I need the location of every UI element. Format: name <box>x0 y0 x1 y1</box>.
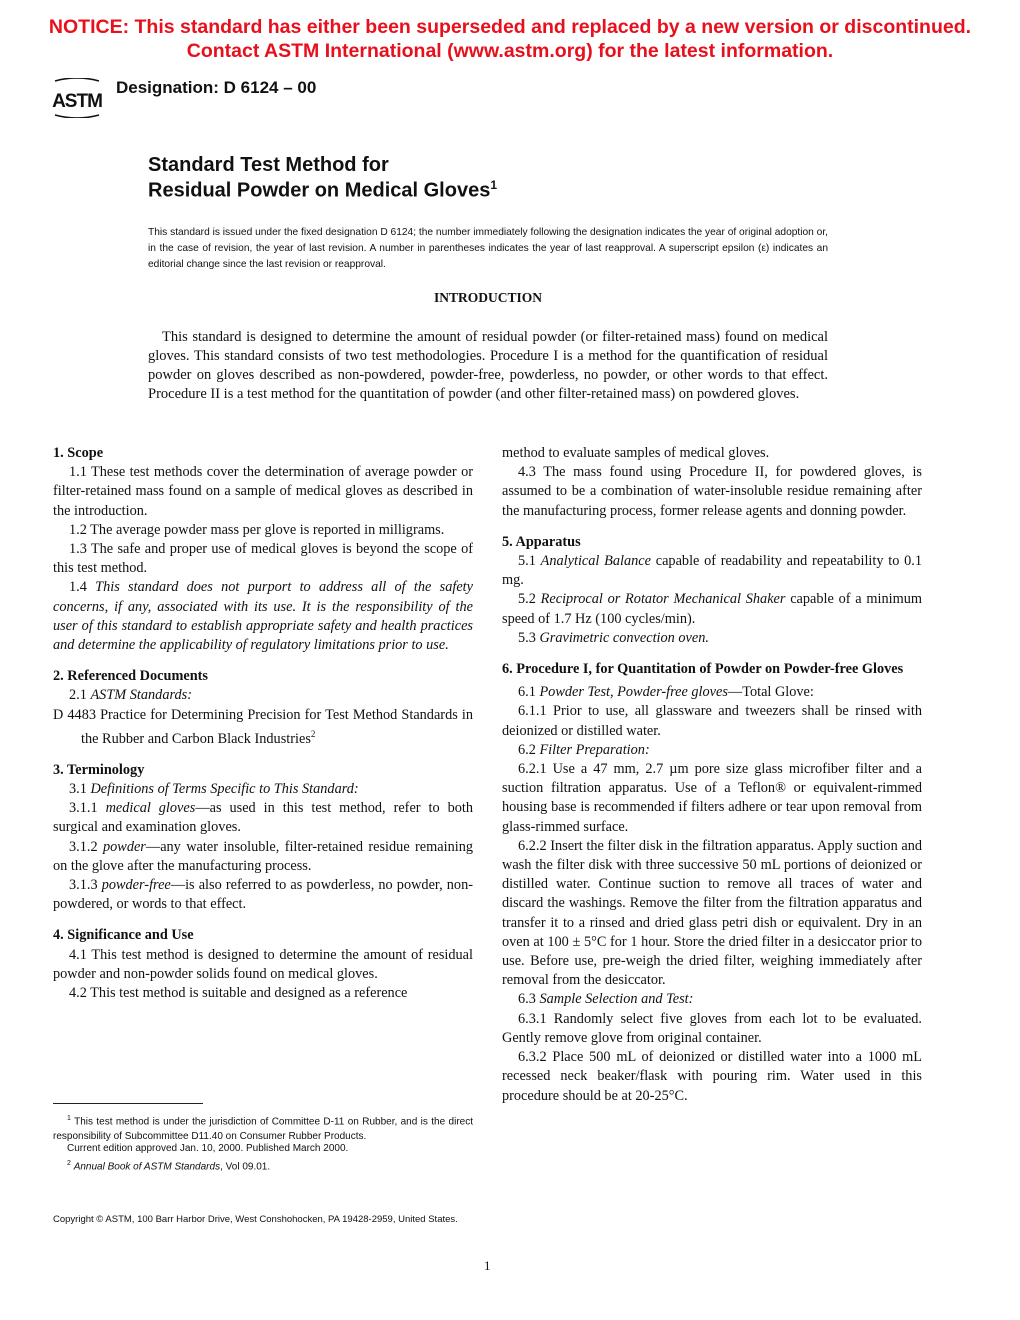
designation: Designation: D 6124 – 00 <box>116 78 317 97</box>
para-6-3-term: Sample Selection and Test: <box>539 991 694 1008</box>
logo-text: ASTM <box>52 91 102 112</box>
terminology-heading: 3. Terminology <box>53 761 145 778</box>
para-1-4-num: 1.4 <box>69 579 96 596</box>
para-3-1-3-num: 3.1.3 <box>69 877 102 894</box>
significance-heading: 4. Significance and Use <box>53 927 194 944</box>
para-3-1-3 <box>53 876 473 914</box>
para-6-1-num: 6.1 <box>518 684 540 701</box>
para-3-1-1-term: medical gloves <box>105 800 196 817</box>
para-5-2-term: Reciprocal or Rotator Mechanical Shaker <box>540 591 786 608</box>
para-6-3-2: 6.3.2 Place 500 mL of deionized or distilled water into a 1000 mL recessed neck beaker/flask with pouring rim. Water used in this procedure should be at 20-25°C. <box>502 1049 922 1104</box>
footnote-1 <box>53 1111 473 1144</box>
para-6-3-num: 6.3 <box>518 991 540 1008</box>
para-3-1-num: 3.1 <box>69 781 91 798</box>
para-5-3 <box>502 629 922 648</box>
para-6-1-1: 6.1.1 Prior to use, all glassware and tweezers shall be rinsed with deionized or distilled water. <box>502 703 922 739</box>
scope-heading: 1. Scope <box>53 445 104 461</box>
para-3-1-text: Definitions of Terms Specific to This Standard: <box>90 781 359 798</box>
para-6-1 <box>502 683 922 702</box>
title-footnote-mark: 1 <box>490 178 498 192</box>
procedure1-heading: 6. Procedure I, for Quantitation of Powder on Powder-free Gloves <box>502 661 904 678</box>
para-1-4-text: This standard does not purport to address all of the safety concerns, if any, associated with its use. It is the responsibility of the user of this standard to establish appropriate safety and health practices and determine the applicability of regulatory limitations prior to use. <box>53 579 473 654</box>
footnote-rule <box>53 1103 203 1104</box>
para-3-1-2 <box>53 838 473 876</box>
referenced-heading: 2. Referenced Documents <box>53 668 208 685</box>
issued-note: This standard is issued under the fixed designation D 6124; the number immediately following the designation indicates the year of original adoption or, in the case of revision, the year of last revision. A number in parentheses indicates the year of last reapproval. A superscript epsilon (ε) indicates an editorial change since the last revision or reapproval. <box>148 227 828 270</box>
para-5-2 <box>502 590 922 628</box>
title-line-2 <box>148 178 497 203</box>
para-5-3-num: 5.3 <box>518 629 540 646</box>
para-3-1-1-text: —as used in this test method, refer to both surgical and examination gloves. <box>53 800 474 836</box>
ref-d4483-fn: 2 <box>310 728 316 739</box>
para-1-2: 1.2 The average powder mass per glove is reported in milligrams. <box>69 521 445 538</box>
para-5-1 <box>502 552 922 590</box>
page-number: 1 <box>484 1258 491 1273</box>
para-4-1: 4.1 This test method is designed to determine the amount of residual powder and non-powder solids found on medical gloves. <box>53 946 473 982</box>
footnote-2-mark: 2 <box>67 1160 71 1167</box>
para-3-1-1-num: 3.1.1 <box>69 800 106 817</box>
para-5-1-text: capable of readability and repeatability to 0.1 mg. <box>502 553 922 589</box>
title-line-1: Standard Test Method for <box>148 154 389 176</box>
title-text: Residual Powder on Medical Gloves <box>148 179 491 202</box>
left-column <box>53 444 473 1003</box>
para-3-1-2-term: powder <box>102 838 146 855</box>
footnote-1-text: This test method is under the jurisdiction of Committee D-11 on Rubber, and is the direct responsibility of Subcommittee D11.40 on Consumer Rubber Products. <box>53 1116 473 1143</box>
footnote-2-vol: , Vol 09.01. <box>220 1161 271 1173</box>
introduction-heading: INTRODUCTION <box>433 290 542 305</box>
para-3-1-2-num: 3.1.2 <box>69 838 103 855</box>
para-6-2 <box>502 741 922 760</box>
para-5-1-term: Analytical Balance <box>540 553 651 570</box>
notice-line-1: NOTICE: This standard has either been superseded and replaced by a new version or discontinued. <box>48 16 972 38</box>
para-5-3-term: Gravimetric convection oven. <box>539 629 709 646</box>
para-6-1-term: Powder Test, Powder-free gloves <box>539 684 728 701</box>
para-6-2-2: 6.2.2 Insert the filter disk in the filtration apparatus. Apply suction and wash the filter disk with three successive 50 mL portions of deionized or distilled water. Continue suction to remove all traces of water and discard the washings. Remove the filter from the filtration apparatus and transfer it to a rinsed and dried glass petri dish or equivalent. Dry in an oven at 100 ± 5°C for 1 hour. Store the dried filter in a desiccator prior to use. Before use, pre-weigh the dried filter, weighing immediately after removal from the desiccator. <box>502 837 922 989</box>
notice-line-2: Contact ASTM International (www.astm.org) for the latest information. <box>186 40 834 62</box>
footnote-2 <box>53 1156 473 1174</box>
para-2-1 <box>53 686 473 705</box>
footnote-1-mark: 1 <box>67 1115 71 1122</box>
para-5-1-num: 5.1 <box>518 553 541 570</box>
right-column <box>502 444 922 1106</box>
para-3-1-3-term: powder-free <box>101 877 171 894</box>
apparatus-heading: 5. Apparatus <box>502 533 581 550</box>
para-3-1-1 <box>53 799 473 837</box>
para-3-1-3-text: —is also referred to as powderless, no powder, non-powdered, or words to that effect. <box>53 877 473 913</box>
footnote-2-text: Annual Book of ASTM Standards <box>73 1161 221 1173</box>
ref-d4483 <box>53 706 473 749</box>
para-6-2-term: Filter Preparation: <box>539 741 650 758</box>
para-5-2-text: capable of a minimum speed of 1.7 Hz (100 cycles/min). <box>502 591 922 627</box>
copyright: Copyright © ASTM, 100 Barr Harbor Drive, West Conshohocken, PA 19428-2959, United States. <box>53 1214 458 1225</box>
para-6-3 <box>502 990 922 1009</box>
para-1-3: 1.3 The safe and proper use of medical gloves is beyond the scope of this test method. <box>53 541 473 577</box>
para-1-4 <box>53 578 473 655</box>
introduction-body: This standard is designed to determine the amount of residual powder (or filter-retained mass) found on medical gloves. This standard consists of two test methodologies. Procedure I is a method for the quantification of residual powder on gloves described as non-powdered, powder-free, powderless, no powder, or other words to that effect. Procedure II is a test method for the quantitation of powder (and other filter-retained mass) on powdered gloves. <box>148 329 828 402</box>
para-2-1-text: ASTM Standards: <box>90 687 192 704</box>
astm-logo <box>52 78 102 118</box>
para-5-2-num: 5.2 <box>518 591 541 608</box>
para-1-1: 1.1 These test methods cover the determination of average powder or filter-retained mass found on a sample of medical gloves as described in the introduction. <box>53 464 473 519</box>
ref-d4483-text: D 4483 Practice for Determining Precision for Test Method Standards in the Rubber and Carbon Black Industries <box>53 706 473 747</box>
para-6-1-text: —Total Glove: <box>727 684 814 701</box>
para-4-2a: 4.2 This test method is suitable and designed as a reference <box>69 985 408 1002</box>
para-4-2b: method to evaluate samples of medical gloves. <box>502 445 770 461</box>
para-3-1 <box>53 780 473 799</box>
introduction-text <box>148 328 828 404</box>
para-6-3-1: 6.3.1 Randomly select five gloves from each lot to be evaluated. Gently remove glove from original container. <box>502 1010 922 1046</box>
para-6-2-1: 6.2.1 Use a 47 mm, 2.7 µm pore size glass microfiber filter and a suction filtration apparatus. Use of a Teflon® or equivalent-rimmed housing base is recommended if filters adhere or tear upon removal from glass-rimmed surface. <box>502 761 922 835</box>
para-6-2-num: 6.2 <box>518 741 540 758</box>
footnote-1b: Current edition approved Jan. 10, 2000. Published March 2000. <box>67 1143 349 1154</box>
para-3-1-2-text: —any water insoluble, filter-retained residue remaining on the glove after the manufacturing process. <box>53 838 473 874</box>
para-4-3: 4.3 The mass found using Procedure II, for powdered gloves, is assumed to be a combination of water-insoluble residue remaining after the manufacturing process, former release agents and donning powder. <box>502 464 922 519</box>
para-2-1-num: 2.1 <box>69 687 91 704</box>
